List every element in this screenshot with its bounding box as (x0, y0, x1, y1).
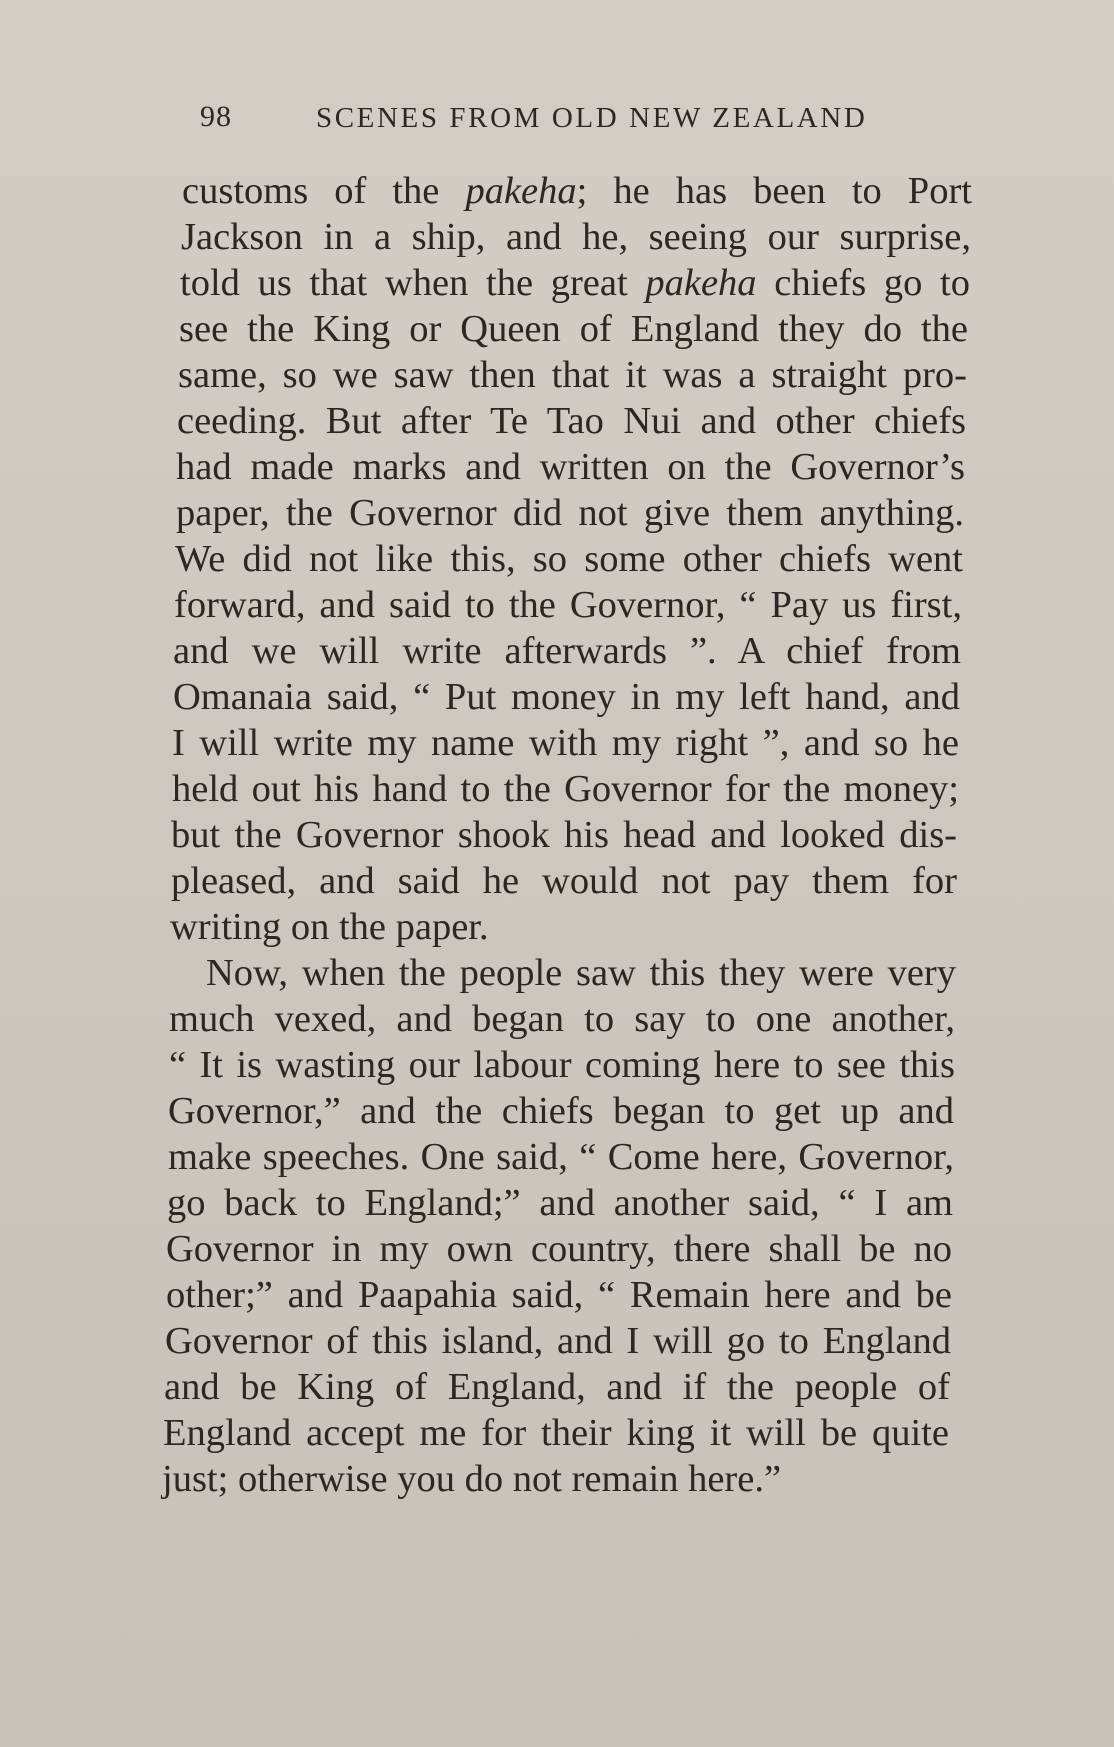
text-line: Omanaia said, “ Put money in my left hand, and (173, 676, 960, 718)
text-line: and we will write afterwards ”. A chief from (173, 630, 961, 672)
text-line: go back to England;” and another said, “ I am (167, 1182, 953, 1224)
text-line: ceeding. But after Te Tao Nui and other chiefs (177, 400, 966, 442)
italic-word: pakeha (645, 262, 757, 304)
text-line: and be King of England, and if the people of (164, 1366, 950, 1408)
text-line: held out his hand to the Governor for the money; (172, 768, 959, 810)
text-line: paper, the Governor did not give them anything. (176, 492, 964, 534)
text-line: see the King or Queen of England they do the (179, 308, 968, 350)
text-line: Now, when the people saw this they were very (206, 952, 956, 994)
text-line: writing on the paper. (170, 906, 489, 948)
text-line: customs of the pakeha; he has been to Port (182, 170, 972, 212)
text-line: other;” and Paapahia said, “ Remain here and be (166, 1274, 952, 1316)
text-line: England accept me for their king it will be quite (163, 1412, 949, 1454)
text-line: Governor,” and the chiefs began to get up and (168, 1090, 954, 1132)
text-line: much vexed, and began to say to one another, (169, 998, 955, 1040)
text-line: make speeches. One said, “ Come here, Governor, (168, 1136, 954, 1178)
text-line: “ It is wasting our labour coming here to see this (169, 1044, 955, 1086)
text-line: Jackson in a ship, and he, seeing our surprise, (181, 216, 971, 258)
text-line: same, so we saw then that it was a straight pro- (178, 354, 967, 396)
running-head (200, 100, 970, 140)
text-line: We did not like this, so some other chiefs went (175, 538, 963, 580)
text-line: Governor of this island, and I will go to England (165, 1320, 951, 1362)
italic-word: pakeha (465, 170, 577, 212)
text-line: forward, and said to the Governor, “ Pay us first, (174, 584, 962, 626)
text-line: I will write my name with my right ”, and so he (172, 722, 959, 764)
text-line: Governor in my own country, there shall be no (166, 1228, 952, 1270)
running-title: SCENES FROM OLD NEW ZEALAND (316, 102, 868, 134)
text-line: had made marks and written on the Governor’s (176, 446, 965, 488)
text-line: pleased, and said he would not pay them for (171, 860, 957, 902)
text-line: told us that when the great pakeha chiefs go to (180, 262, 971, 304)
page-number: 98 (200, 100, 232, 133)
text-line: but the Governor shook his head and looked dis- (171, 814, 957, 856)
text-line: just; otherwise you do not remain here.” (162, 1458, 782, 1500)
